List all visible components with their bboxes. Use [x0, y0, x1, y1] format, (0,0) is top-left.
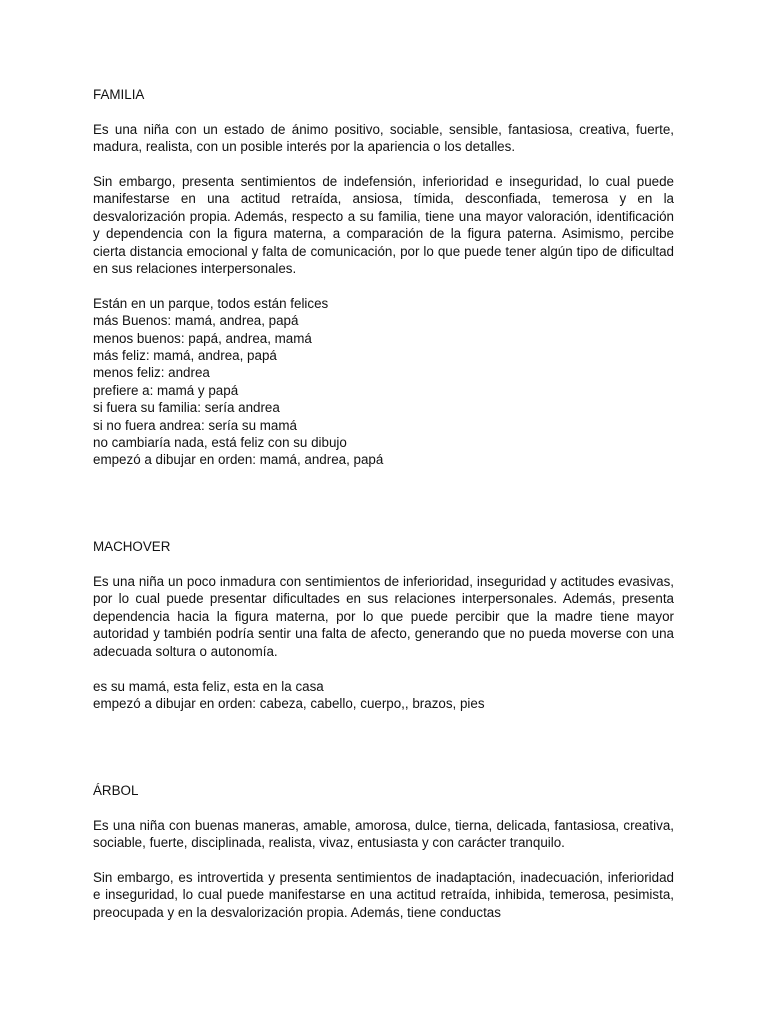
- document-page: [93, 86, 674, 938]
- familia-note: menos buenos: papá, andrea, mamá: [93, 330, 312, 346]
- familia-note: Están en un parque, todos están felices: [93, 295, 329, 311]
- section-heading-machover: MACHOVER: [93, 539, 171, 555]
- arbol-paragraph-1: Es una niña con buenas maneras, amable, amorosa, dulce, tierna, delicada, fantasiosa, creativa, sociable, fuerte, disciplinada, realista, vivaz, entusiasta y con carácter tranquilo.: [93, 817, 674, 850]
- machover-notes: [93, 678, 674, 713]
- familia-note: más feliz: mamá, andrea, papá: [93, 348, 277, 364]
- familia-note: menos feliz: andrea: [93, 365, 210, 381]
- section-spacer: [93, 486, 674, 538]
- familia-note: empezó a dibujar en orden: mamá, andrea, papá: [93, 452, 384, 468]
- familia-note: si fuera su familia: sería andrea: [93, 400, 280, 416]
- machover-note: es su mamá, esta feliz, esta en la casa: [93, 678, 324, 694]
- section-heading-familia: FAMILIA: [93, 87, 145, 102]
- section-heading-arbol: ÁRBOL: [93, 782, 139, 798]
- familia-paragraph-2: Sin embargo, presenta sentimientos de indefensión, inferioridad e inseguridad, lo cual puede manifestarse en una actitud retraída, ansiosa, tímida, desconfiada, temerosa y en la desvalorización propia. Además, respecto a su familia, tiene una mayor valoración, identificación y dependencia con la figura materna, a comparación de la figura paterna. Asimismo, percibe cierta distancia emocional y falta de comunicación, por lo que puede tener algún tipo de dificultad en sus relaciones interpersonales.: [93, 174, 674, 277]
- familia-paragraph-1: Es una niña con un estado de ánimo positivo, sociable, sensible, fantasiosa, creativa, fuerte, madura, realista, con un posible interés por la apariencia o los detalles.: [93, 121, 674, 155]
- familia-note: más Buenos: mamá, andrea, papá: [93, 313, 299, 329]
- machover-paragraph-1: Es una niña un poco inmadura con sentimientos de inferioridad, inseguridad y actitudes evasivas, por lo cual puede presentar dificultades en sus relaciones interpersonales. Además, presenta dependencia hacia la figura materna, por lo que puede percibir que la madre tiene mayor autoridad y también podría sentir una falta de afecto, generando que no pueda moverse con una adecuada soltura o autonomía.: [93, 574, 674, 659]
- section-spacer: [93, 730, 674, 782]
- familia-note: prefiere a: mamá y papá: [93, 382, 239, 398]
- arbol-paragraph-2: Sin embargo, es introvertida y presenta sentimientos de inadaptación, inadecuación, inferioridad e inseguridad, lo cual puede manifestarse en una actitud retraída, inhibida, temerosa, pesimista, preocupada y en la desvalorización propia. Además, tiene conductas: [93, 869, 674, 920]
- familia-note: si no fuera andrea: sería su mamá: [93, 417, 297, 433]
- machover-note: empezó a dibujar en orden: cabeza, cabello, cuerpo,, brazos, pies: [93, 695, 485, 711]
- familia-notes: [93, 295, 674, 469]
- familia-note: no cambiaría nada, está feliz con su dibujo: [93, 435, 347, 451]
